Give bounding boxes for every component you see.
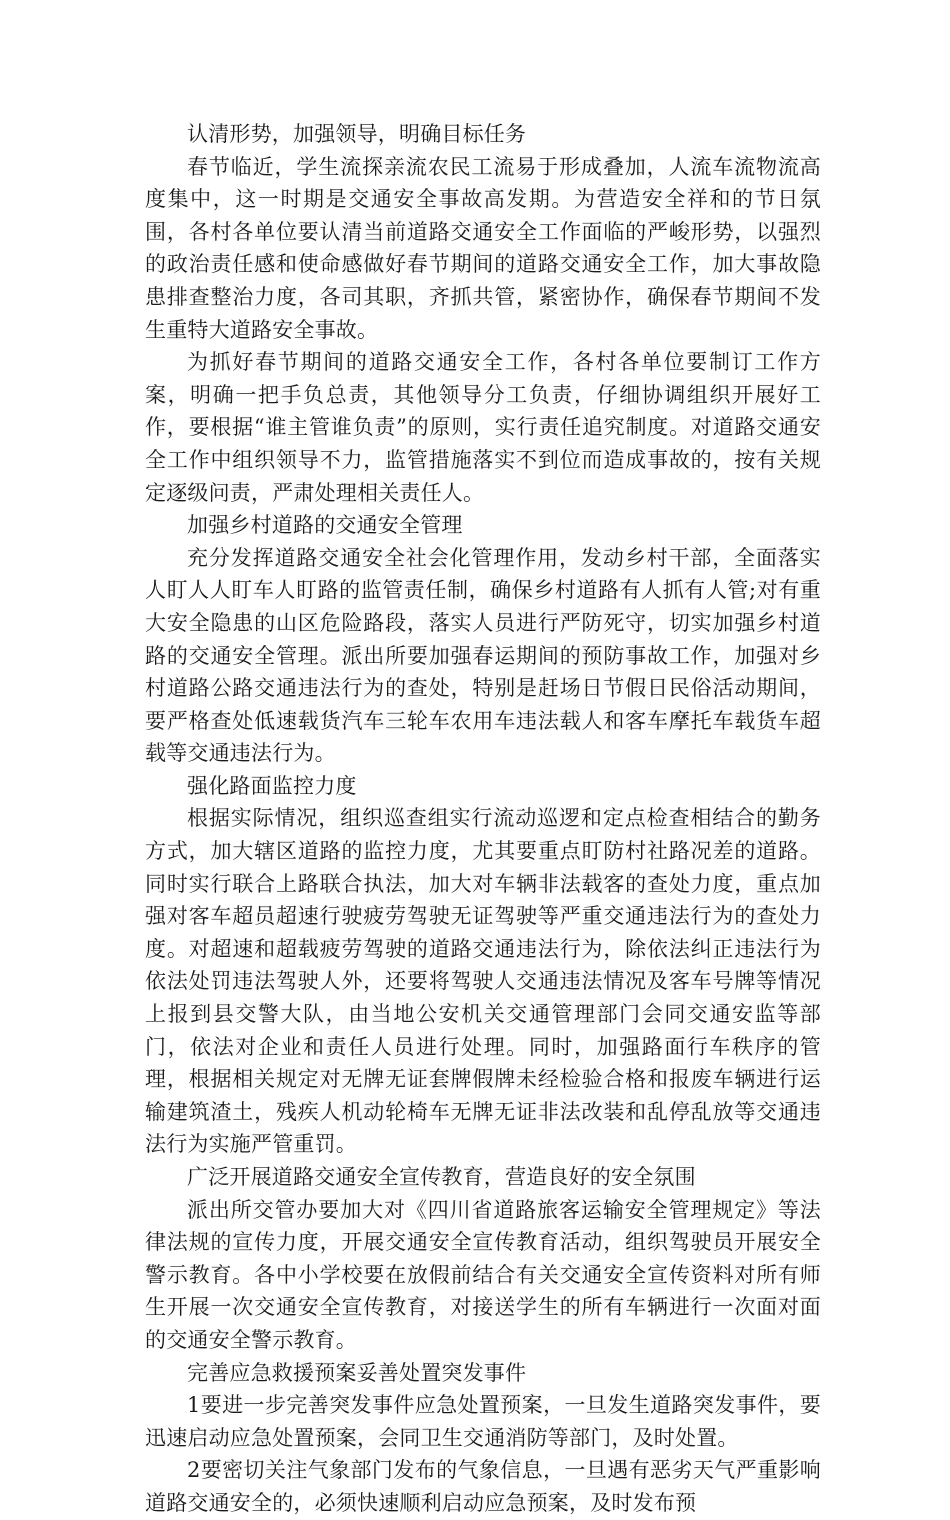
document-body bbox=[145, 118, 821, 1520]
paragraph-road-monitoring: 根据实际情况，组织巡查组实行流动巡逻和定点检查相结合的勤务方式，加大辖区道路的监控力度，尤其要重点盯防村社路况差的道路。同时实行联合上路联合执法，加大对车辆非法载客的查处力度，重点加强对客车超员超速行驶疲劳驾驶无证驾驶等严重交通违法行为的查处力度。对超速和超载疲劳驾驶的道路交通违法行为，除依法纠正违法行为依法处罚违法驾驶人外，还要将驾驶人交通违法情况及客车号牌等情况上报到县交警大队，由当地公安机关交通管理部门会同交通安监等部门，依法对企业和责任人员进行处理。同时，加强路面行车秩序的管理，根据相关规定对无牌无证套牌假牌未经检验合格和报废车辆进行运输建筑渣土，残疾人机动轮椅车无牌无证非法改装和乱停乱放等交通违法行为实施严管重罚。 bbox=[145, 806, 821, 1157]
paragraph-work-plan: 为抓好春节期间的道路交通安全工作，各村各单位要制订工作方案，明确一把手负总责，其他领导分工负责，仔细协调组织开展好工作，要根据“谁主管谁负责”的原则，实行责任追究制度。对道路交通安全工作中组织领导不力，监管措施落实不到位而造成事故的，按有关规定逐级问责，严肃处理相关责任人。 bbox=[145, 350, 821, 505]
paragraph-emergency-1: 1要进一步完善突发事件应急处置预案，一旦发生道路突发事件，要迅速启动应急处置预案，会同卫生交通消防等部门，及时处置。 bbox=[145, 1393, 821, 1450]
section-heading-rural-roads: 加强乡村道路的交通安全管理 bbox=[187, 513, 463, 538]
paragraph-emergency-2: 2要密切关注气象部门发布的气象信息，一旦遇有恶劣天气严重影响道路交通安全的，必须快速顺利启动应急预案，及时发布预 bbox=[145, 1458, 821, 1515]
paragraph-safety-education: 派出所交管办要加大对《四川省道路旅客运输安全管理规定》等法律法规的宣传力度，开展交通安全宣传教育活动，组织驾驶员开展安全警示教育。各中小学校要在放假前结合有关交通安全宣传资料对所有师生开展一次交通安全宣传教育，对接送学生的所有车辆进行一次面对面的交通安全警示教育。 bbox=[145, 1197, 821, 1352]
section-heading-emergency: 完善应急救援预案妥善处置突发事件 bbox=[187, 1360, 527, 1385]
section-heading-situation: 认清形势，加强领导，明确目标任务 bbox=[187, 122, 527, 146]
paragraph-rural-management: 充分发挥道路交通安全社会化管理作用，发动乡村干部，全面落实人盯人人盯车人盯路的监管责任制，确保乡村道路有人抓有人管;对有重大安全隐患的山区危险路段，落实人员进行严防死守，切实加强乡村道路的交通安全管理。派出所要加强春运期间的预防事故工作，加强对乡村道路公路交通违法行为的查处，特别是赶场日节假日民俗活动期间，要严格查处低速载货汽车三轮车农用车违法载人和客车摩托车载货车超载等交通违法行为。 bbox=[145, 545, 821, 766]
section-heading-road-monitoring: 强化路面监控力度 bbox=[187, 773, 357, 798]
section-heading-safety-education: 广泛开展道路交通安全宣传教育，营造良好的安全氛围 bbox=[187, 1165, 696, 1189]
paragraph-spring-festival: 春节临近，学生流探亲流农民工流易于形成叠加，人流车流物流高度集中，这一时期是交通安全事故高发期。为营造安全祥和的节日氛围，各村各单位要认清当前道路交通安全工作面临的严峻形势，以强烈的政治责任感和使命感做好春节期间的道路交通安全工作，加大事故隐患排查整治力度，各司其职，齐抓共管，紧密协作，确保春节期间不发生重特大道路安全事故。 bbox=[145, 154, 821, 342]
